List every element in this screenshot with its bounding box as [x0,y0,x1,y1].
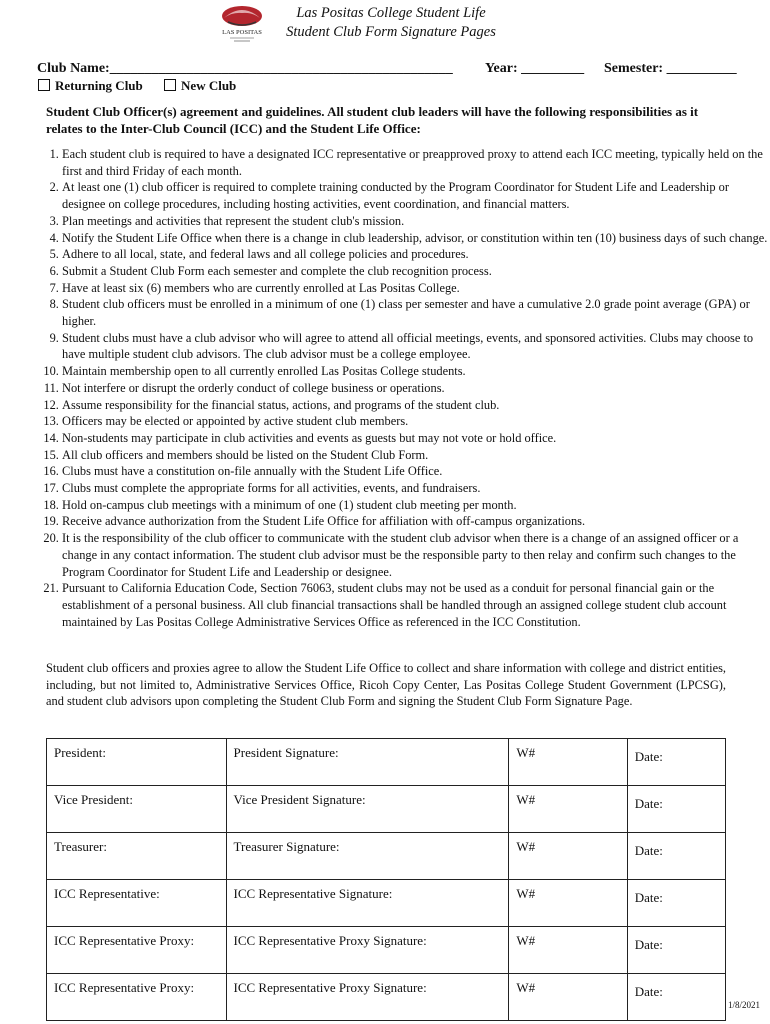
table-row [47,974,726,1021]
w-number-cell[interactable]: W# [509,974,627,1021]
list-item: 13. Officers may be elected or appointed by active student club members. [62,413,768,430]
list-item: 5. Adhere to all local, state, and federal laws and all college policies and procedures. [62,246,768,263]
role-cell[interactable]: ICC Representative Proxy: [47,974,227,1021]
list-item: 17. Clubs must complete the appropriate forms for all activities, events, and fundraisers. [62,480,768,497]
role-cell[interactable]: President: [47,739,227,786]
returning-club-checkbox[interactable] [38,79,50,91]
club-type-checkboxes [38,78,236,94]
table-row [47,739,726,786]
role-cell[interactable]: Treasurer: [47,833,227,880]
list-item: 4. Notify the Student Life Office when there is a change in club leadership, advisor, or constitution within ten (10) business days of such change. [62,230,768,247]
date-cell[interactable]: Date: [627,739,725,786]
new-club-label: New Club [181,78,237,93]
list-item: 3. Plan meetings and activities that represent the student club's mission. [62,213,768,230]
signature-cell[interactable]: ICC Representative Proxy Signature: [226,974,509,1021]
role-cell[interactable]: ICC Representative Proxy: [47,927,227,974]
list-item: 8. Student club officers must be enrolled in a minimum of one (1) class per semester and have a cumulative 2.0 grade point average (GPA) or higher. [62,296,768,329]
date-cell[interactable]: Date: [627,786,725,833]
table-row [47,833,726,880]
w-number-cell[interactable]: W# [509,880,627,927]
list-item: 16. Clubs must have a constitution on-file annually with the Student Life Office. [62,463,768,480]
logo-text: LAS POSITAS [222,29,262,36]
list-item: 2. At least one (1) club officer is required to complete training conducted by the Program Coordinator for Student Life and Leadership or designee on college procedures, including hosting activities, event coordination, and financial matters. [62,179,768,212]
list-item: 9. Student clubs must have a club advisor who will agree to attend all official meetings, events, and sponsored activities. Clubs may choose to have multiple student club advisors. The club advisor must be a college employee. [62,330,768,363]
w-number-cell[interactable]: W# [509,927,627,974]
date-cell[interactable]: Date: [627,974,725,1021]
new-club-checkbox[interactable] [164,79,176,91]
year-field[interactable]: Year: _________ [485,61,585,76]
list-item: 7. Have at least six (6) members who are currently enrolled at Las Positas College. [62,280,768,297]
rules-list [20,146,768,630]
date-cell[interactable]: Date: [627,880,725,927]
list-item: 19. Receive advance authorization from the Student Life Office for affiliation with off-campus organizations. [62,513,768,530]
list-item: 14. Non-students may participate in club activities and events as guests but may not vote or hold office. [62,430,768,447]
list-item: 18. Hold on-campus club meetings with a minimum of one (1) student club meeting per month. [62,497,768,514]
w-number-cell[interactable]: W# [509,833,627,880]
header-title-line2: Student Club Form Signature Pages [286,24,496,40]
signature-cell[interactable]: Treasurer Signature: [226,833,509,880]
list-item: 1. Each student club is required to have a designated ICC representative or preapproved proxy to attend each ICC meeting, typically held on the first and third Friday of each month. [62,146,768,179]
list-item: 20. It is the responsibility of the club officer to communicate with the student club advisor when there is a change of an assigned officer or a change in any contact information. The student club advisor must be the responsible party to then relay and confirm such changes to the Program Coordinator for Student Life and Leadership or designee. [62,530,768,580]
guidelines-intro: Student Club Officer(s) agreement and guidelines. All student club leaders will have the following responsibilities as it relates to the Inter-Club Council (ICC) and the Student Life Office: [46,104,699,136]
semester-field[interactable]: Semester: __________ [604,61,737,76]
w-number-cell[interactable]: W# [509,739,627,786]
role-cell[interactable]: Vice President: [47,786,227,833]
consent-paragraph: Student club officers and proxies agree to allow the Student Life Office to collect and share information with college and district entities, including, but not limited to, Administrative Services Office, Ricoh Copy Center, Las Positas College Student Government (LPCSG), and student club advisors upon completing the Student Club Form and signing the Student Club Form Signature Page. [46,661,726,709]
signature-cell[interactable]: ICC Representative Signature: [226,880,509,927]
club-name-field[interactable]: Club Name:_________________________________________________ [37,61,453,76]
returning-club-label: Returning Club [55,78,143,93]
signature-cell[interactable]: Vice President Signature: [226,786,509,833]
date-cell[interactable]: Date: [627,927,725,974]
table-row [47,786,726,833]
list-item: 12. Assume responsibility for the financial status, actions, and programs of the student club. [62,397,768,414]
role-cell[interactable]: ICC Representative: [47,880,227,927]
table-row [47,927,726,974]
list-item: 10. Maintain membership open to all currently enrolled Las Positas College students. [62,363,768,380]
signature-cell[interactable]: ICC Representative Proxy Signature: [226,927,509,974]
list-item: 21. Pursuant to California Education Code, Section 76063, student clubs may not be used as a conduit for personal financial gain or the establishment of a personal business. All club financial transactions shall be handled through an assigned college student club account maintained by Las Positas College Administrative Services Office as referenced in the ICC Constitution. [62,580,768,630]
signature-table [46,738,726,1021]
header-title-line1: Las Positas College Student Life [296,5,486,21]
list-item: 6. Submit a Student Club Form each semester and complete the club recognition process. [62,263,768,280]
table-row [47,880,726,927]
list-item: 11. Not interfere or disrupt the orderly conduct of college business or operations. [62,380,768,397]
signature-cell[interactable]: President Signature: [226,739,509,786]
date-cell[interactable]: Date: [627,833,725,880]
list-item: 15. All club officers and members should be listed on the Student Club Form. [62,447,768,464]
footer-date: 1/8/2021 [727,1000,760,1010]
w-number-cell[interactable]: W# [509,786,627,833]
